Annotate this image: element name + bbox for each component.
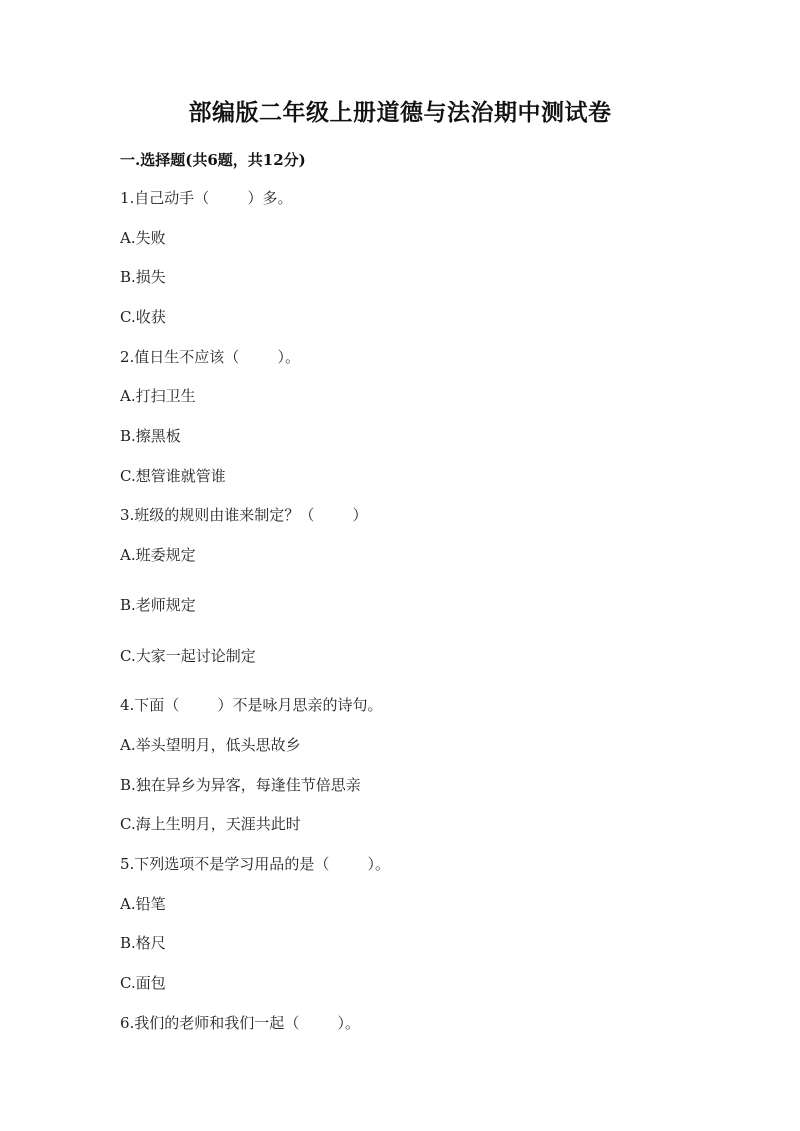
question-2-option-a: A.打扫卫生 <box>120 387 196 405</box>
question-3-option-b: B.老师规定 <box>120 596 196 614</box>
question-4-option-c: C.海上生明月，天涯共此时 <box>120 815 301 833</box>
question-3-option-c: C.大家一起讨论制定 <box>120 647 256 665</box>
question-1-option-b: B.损失 <box>120 268 166 286</box>
question-1-option-c: C.收获 <box>120 308 166 326</box>
question-3-option-a: A.班委规定 <box>120 546 196 564</box>
question-5-stem: 5.下列选项不是学习用品的是（ ）。 <box>120 855 390 873</box>
question-4-option-b: B.独在异乡为异客，每逢佳节倍思亲 <box>120 776 361 794</box>
section-heading: 一.选择题(共6题，共12分) <box>120 151 306 169</box>
page-title: 部编版二年级上册道德与法治期中测试卷 <box>188 99 612 126</box>
question-5-option-a: A.铅笔 <box>120 895 166 913</box>
question-2-option-c: C.想管谁就管谁 <box>120 467 226 485</box>
question-1-stem: 1.自己动手（ ）多。 <box>120 189 293 207</box>
question-3-stem: 3.班级的规则由谁来制定？（ ） <box>120 506 368 524</box>
question-4-option-a: A.举头望明月，低头思故乡 <box>120 736 301 754</box>
question-4-stem: 4.下面（ ）不是咏月思亲的诗句。 <box>120 696 383 714</box>
question-2-option-b: B.擦黑板 <box>120 427 181 445</box>
question-5-option-c: C.面包 <box>120 974 166 992</box>
question-1-option-a: A.失败 <box>120 229 166 247</box>
question-2-stem: 2.值日生不应该（ ）。 <box>120 348 300 366</box>
question-5-option-b: B.格尺 <box>120 934 166 952</box>
question-6-stem: 6.我们的老师和我们一起（ ）。 <box>120 1014 360 1032</box>
